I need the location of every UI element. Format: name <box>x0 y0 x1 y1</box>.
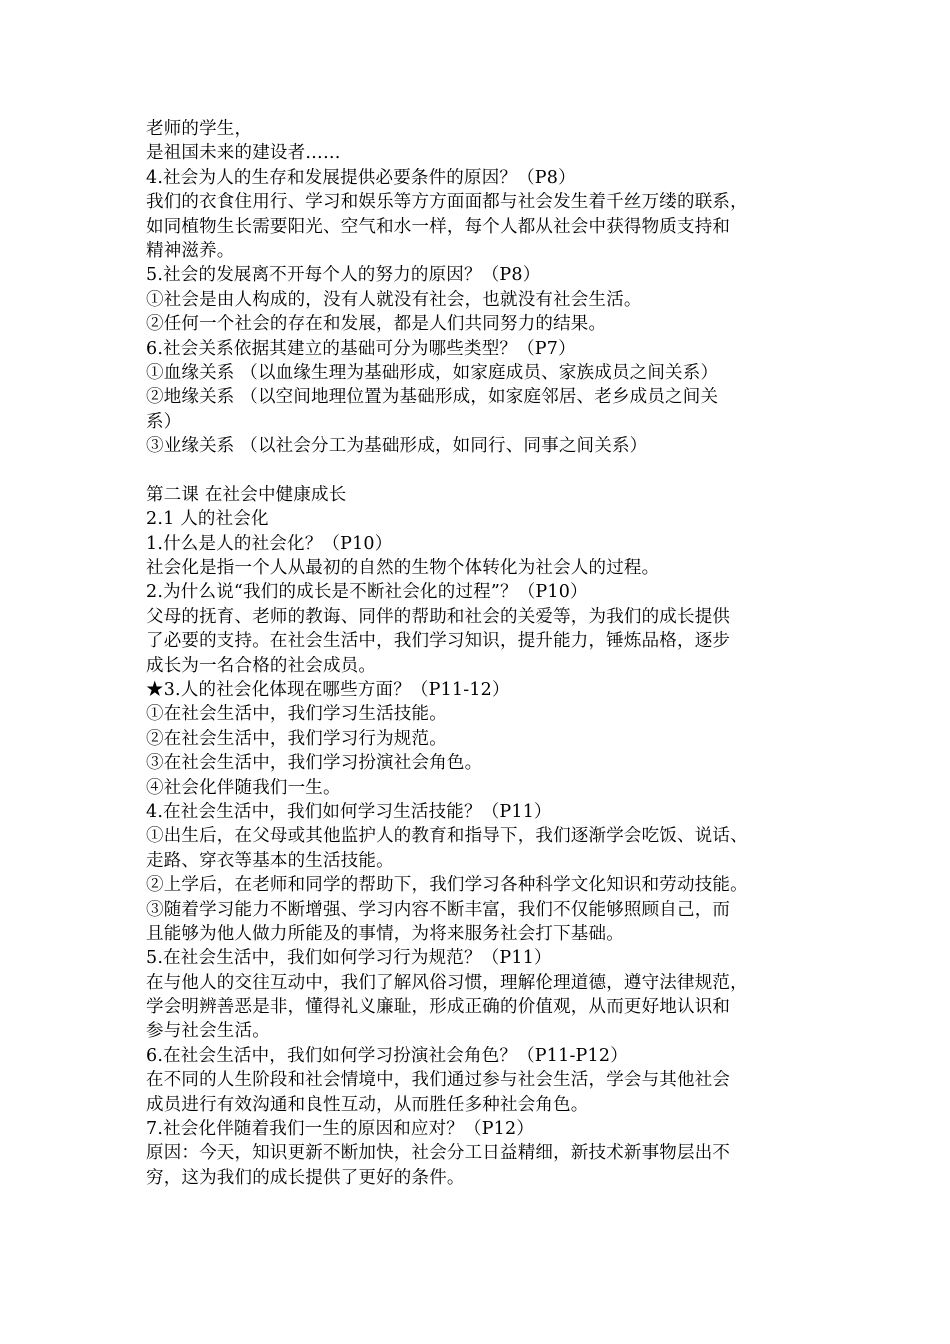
text-line: 1.什么是人的社会化？（P10） <box>146 533 393 554</box>
text-line: ①出生后，在父母或其他监护人的教育和指导下，我们逐渐学会吃饭、说话、 <box>146 826 748 847</box>
text-line: 在与他人的交往互动中，我们了解风俗习惯，理解伦理道德，遵守法律规范， <box>146 972 748 993</box>
text-line: 第二课 在社会中健康成长 <box>146 484 347 505</box>
text-line: 4.社会为人的生存和发展提供必要条件的原因？（P8） <box>146 167 576 188</box>
text-line: ③随着学习能力不断增强、学习内容不断丰富，我们不仅能够照顾自己，而 <box>146 899 731 920</box>
text-line: 在不同的人生阶段和社会情境中，我们通过参与社会生活，学会与其他社会 <box>146 1070 731 1091</box>
text-line: 5.社会的发展离不开每个人的努力的原因？（P8） <box>146 265 541 286</box>
text-line: 6.在社会生活中，我们如何学习扮演社会角色？（P11-P12） <box>146 1045 628 1066</box>
text-line: 4.在社会生活中，我们如何学习生活技能？（P11） <box>146 801 552 822</box>
blank-line <box>146 458 836 482</box>
text-line: ②上学后，在老师和同学的帮助下，我们学习各种科学文化知识和劳动技能。 <box>146 875 748 896</box>
document-body <box>146 117 836 1190</box>
text-line: ②地缘关系 （以空间地理位置为基础形成，如家庭邻居、老乡成员之间关 <box>146 387 719 408</box>
text-line: 7.社会化伴随着我们一生的原因和应对？（P12） <box>146 1119 535 1140</box>
text-line: 走路、穿衣等基本的生活技能。 <box>146 850 394 871</box>
text-line: 了必要的支持。在社会生活中，我们学习知识，提升能力，锤炼品格，逐步 <box>146 631 731 652</box>
text-line: 学会明辨善恶是非，懂得礼义廉耻，形成正确的价值观，从而更好地认识和 <box>146 997 731 1018</box>
text-line: 2.为什么说“我们的成长是不断社会化的过程”？（P10） <box>146 582 588 603</box>
text-line: 参与社会生活。 <box>146 1021 270 1042</box>
text-line: 我们的衣食住用行、学习和娱乐等方方面面都与社会发生着千丝万缕的联系， <box>146 192 748 213</box>
text-line: 老师的学生， <box>146 119 253 139</box>
text-line: 系） <box>146 411 182 432</box>
text-line: 5.在社会生活中，我们如何学习行为规范？（P11） <box>146 948 552 969</box>
text-line: 穷，这为我们的成长提供了更好的条件。 <box>146 1167 465 1188</box>
text-line: 6.社会关系依据其建立的基础可分为哪些类型？（P7） <box>146 338 576 359</box>
text-line: 社会化是指一个人从最初的自然的生物个体转化为社会人的过程。 <box>146 558 660 579</box>
text-line: ①在社会生活中，我们学习生活技能。 <box>146 704 447 725</box>
text-line: ②任何一个社会的存在和发展，都是人们共同努力的结果。 <box>146 314 607 335</box>
text-line: 成长为一名合格的社会成员。 <box>146 655 377 676</box>
text-line: ②在社会生活中，我们学习行为规范。 <box>146 728 447 749</box>
text-line: ★3.人的社会化体现在哪些方面？（P11-12） <box>146 679 510 700</box>
text-line: 且能够为他人做力所能及的事情，为将来服务社会打下基础。 <box>146 923 624 944</box>
text-line: 成员进行有效沟通和良性互动，从而胜任多种社会角色。 <box>146 1094 589 1115</box>
text-line: 精神滋养。 <box>146 240 235 261</box>
text-line: ④社会化伴随我们一生。 <box>146 777 341 798</box>
text-line: 是祖国未来的建设者…… <box>146 143 341 164</box>
text-line: 2.1 人的社会化 <box>146 509 269 530</box>
text-line: ③业缘关系 （以社会分工为基础形成，如同行、同事之间关系） <box>146 436 648 457</box>
text-line: 如同植物生长需要阳光、空气和水一样，每个人都从社会中获得物质支持和 <box>146 216 731 237</box>
text-line: 父母的抚育、老师的教诲、同伴的帮助和社会的关爱等，为我们的成长提供 <box>146 606 731 627</box>
text-line: ①血缘关系 （以血缘生理为基础形成，如家庭成员、家族成员之间关系） <box>146 362 719 383</box>
text-line: 原因：今天，知识更新不断加快，社会分工日益精细，新技术新事物层出不 <box>146 1143 731 1164</box>
text-line: ③在社会生活中，我们学习扮演社会角色。 <box>146 753 483 774</box>
text-line: ①社会是由人构成的，没有人就没有社会，也就没有社会生活。 <box>146 289 642 310</box>
